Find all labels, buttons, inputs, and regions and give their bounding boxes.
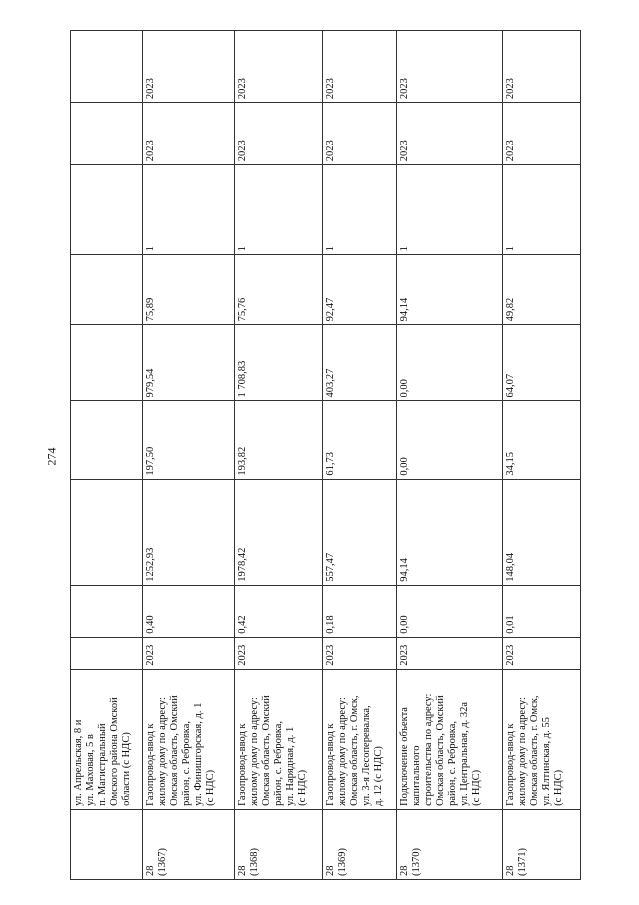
cell-c7: 75,89 bbox=[143, 255, 235, 325]
page-number-text: 274 bbox=[44, 447, 59, 466]
table-body bbox=[71, 31, 581, 880]
cell-c9: 2023 bbox=[143, 103, 235, 165]
cell-year: 2023 bbox=[235, 637, 323, 669]
cell-year: 2023 bbox=[397, 637, 503, 669]
cell-c10: 2023 bbox=[235, 31, 323, 103]
cell-c9: 2023 bbox=[235, 103, 323, 165]
cell-c6: 0,00 bbox=[397, 325, 503, 401]
cell-c4: 94,14 bbox=[397, 479, 503, 585]
cell-c8: 1 bbox=[397, 165, 503, 255]
cell-num: 28 (1367) bbox=[143, 809, 235, 879]
cell-c8 bbox=[71, 165, 143, 255]
cell-c6: 979,54 bbox=[143, 325, 235, 401]
cell-c5: 197,50 bbox=[143, 401, 235, 479]
cell-c6: 64,07 bbox=[503, 325, 581, 401]
cell-c4: 148,04 bbox=[503, 479, 581, 585]
table-row bbox=[71, 31, 143, 880]
cell-c3 bbox=[71, 585, 143, 637]
cell-c3: 0,42 bbox=[235, 585, 323, 637]
table-row bbox=[397, 31, 503, 880]
cell-c6: 403,27 bbox=[323, 325, 397, 401]
rotated-table-container bbox=[70, 30, 580, 880]
cell-year: 2023 bbox=[323, 637, 397, 669]
cell-name: Газопровод-ввод к жилому дому по адресу: Омская область, Омский район, с. Ребровка, ул. Финишгорская, д. 1 (с НДС) bbox=[143, 669, 235, 809]
cell-c8: 1 bbox=[143, 165, 235, 255]
table-row bbox=[503, 31, 581, 880]
table-row bbox=[235, 31, 323, 880]
cell-name: ул. Апрельская, 8 и ул. Маховая, 5 в п. Магистральный Омского района Омской области (с НДС) bbox=[71, 669, 143, 809]
cell-c4: 1252,93 bbox=[143, 479, 235, 585]
cell-c3: 0,01 bbox=[503, 585, 581, 637]
cell-c8: 1 bbox=[235, 165, 323, 255]
cell-c10: 2023 bbox=[503, 31, 581, 103]
cell-c10 bbox=[71, 31, 143, 103]
cell-c8: 1 bbox=[503, 165, 581, 255]
cell-c9: 2023 bbox=[397, 103, 503, 165]
cell-c7: 94,14 bbox=[397, 255, 503, 325]
cell-num: 28 (1368) bbox=[235, 809, 323, 879]
cell-year: 2023 bbox=[143, 637, 235, 669]
cell-c9 bbox=[71, 103, 143, 165]
cell-c7: 75,76 bbox=[235, 255, 323, 325]
cell-num: 28 (1371) bbox=[503, 809, 581, 879]
cell-c4 bbox=[71, 479, 143, 585]
cell-name: Газопровод-ввод к жилому дому по адресу: Омская область, Омский район, с. Ребровка, ул. Нарядная, д. 1 (с НДС) bbox=[235, 669, 323, 809]
cell-num: 28 (1370) bbox=[397, 809, 503, 879]
cell-name: Газопровод-ввод к жилому дому по адресу: Омская область, г. Омск, ул. 3-я Лесоперевалка, д. 12 (с НДС) bbox=[323, 669, 397, 809]
cell-c8: 1 bbox=[323, 165, 397, 255]
cell-c3: 0,40 bbox=[143, 585, 235, 637]
cell-c10: 2023 bbox=[397, 31, 503, 103]
cell-c5: 61,73 bbox=[323, 401, 397, 479]
cell-c10: 2023 bbox=[323, 31, 397, 103]
table-row bbox=[143, 31, 235, 880]
page-number bbox=[32, 438, 72, 478]
cell-c7: 92,47 bbox=[323, 255, 397, 325]
cell-c5: 34,15 bbox=[503, 401, 581, 479]
cell-num bbox=[71, 809, 143, 879]
cell-c4: 1978,42 bbox=[235, 479, 323, 585]
cell-name: Газопровод-ввод к жилому дому по адресу: Омская область, г. Омск, ул. Ялтинская, д. 55 (с НДС) bbox=[503, 669, 581, 809]
cell-c5: 193,82 bbox=[235, 401, 323, 479]
cell-c4: 557,47 bbox=[323, 479, 397, 585]
cell-name: Подключение объекта капитального строительства по адресу: Омская область, Омский район, с. Ребровка, ул. Центральная, д. 32а (с НДС) bbox=[397, 669, 503, 809]
cell-c5: 0,00 bbox=[397, 401, 503, 479]
cell-year bbox=[71, 637, 143, 669]
cell-c7 bbox=[71, 255, 143, 325]
cell-c3: 0,18 bbox=[323, 585, 397, 637]
cell-c10: 2023 bbox=[143, 31, 235, 103]
cell-c9: 2023 bbox=[503, 103, 581, 165]
cell-c5 bbox=[71, 401, 143, 479]
cell-c6: 1 708,83 bbox=[235, 325, 323, 401]
table-row bbox=[323, 31, 397, 880]
cell-num: 28 (1369) bbox=[323, 809, 397, 879]
cell-c3: 0,00 bbox=[397, 585, 503, 637]
cell-c9: 2023 bbox=[323, 103, 397, 165]
investment-table bbox=[70, 30, 581, 880]
cell-c6 bbox=[71, 325, 143, 401]
cell-year: 2023 bbox=[503, 637, 581, 669]
cell-c7: 49,82 bbox=[503, 255, 581, 325]
